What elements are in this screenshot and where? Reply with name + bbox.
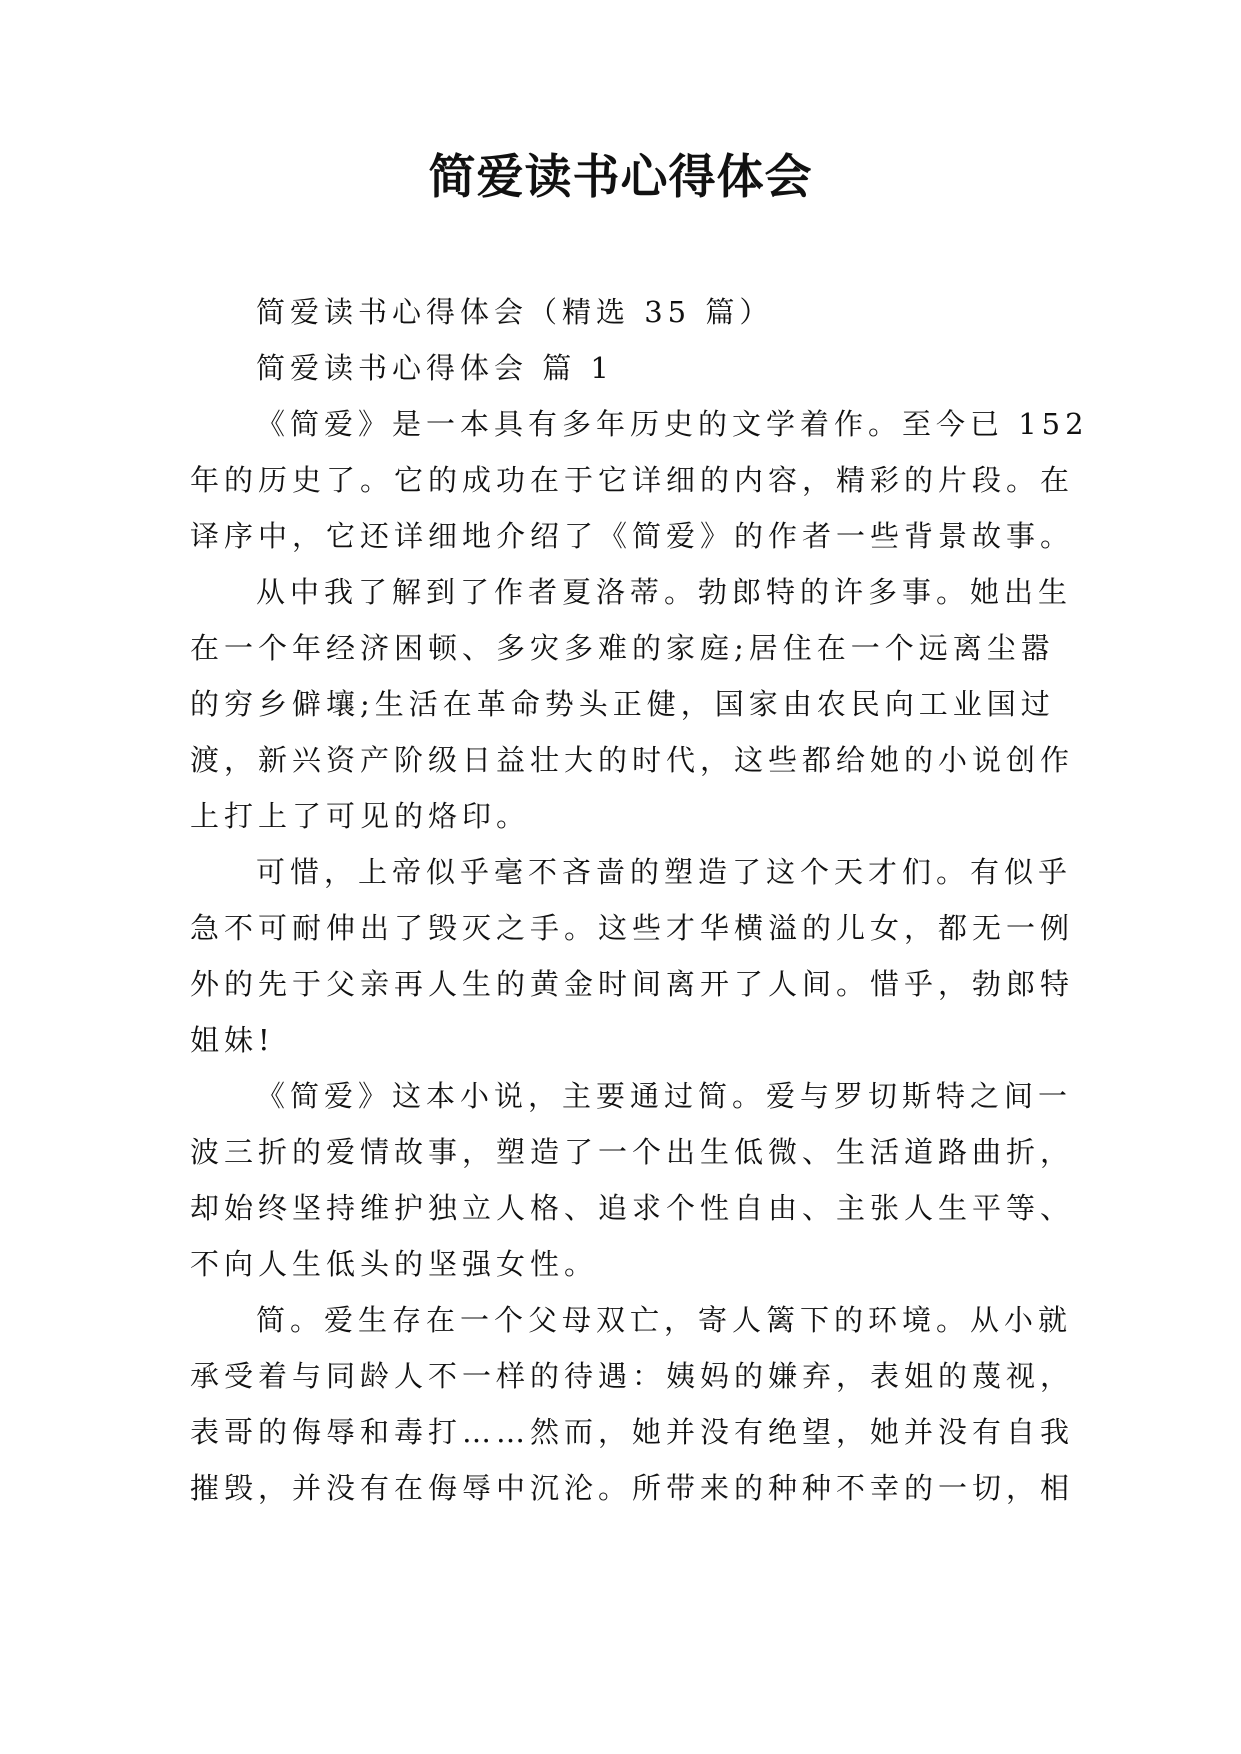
document-subtitle: 简爱读书心得体会（精选 35 篇）: [256, 295, 774, 329]
paragraph-line: 姐妹!: [190, 1023, 275, 1057]
paragraph: [190, 1068, 1075, 1292]
paragraph-line: 的穷乡僻壤;生活在革命势头正健，国家由农民向工业国过: [190, 687, 1055, 721]
paragraph-line: 《简爱》是一本具有多年历史的文学着作。至今已 152: [256, 407, 1089, 441]
document-body: [190, 284, 1089, 1516]
paragraph-line: 简。爱生存在一个父母双亡，寄人篱下的环境。从小就: [256, 1303, 1073, 1337]
paragraph-line: 不向人生低头的坚强女性。: [190, 1247, 599, 1281]
paragraph-line: 却始终坚持维护独立人格、追求个性自由、主张人生平等、: [190, 1191, 1075, 1225]
paragraph-line: 从中我了解到了作者夏洛蒂。勃郎特的许多事。她出生: [256, 575, 1073, 609]
paragraph-line: 年的历史了。它的成功在于它详细的内容，精彩的片段。在: [190, 463, 1075, 497]
paragraph-line: 表哥的侮辱和毒打……然而，她并没有绝望，她并没有自我: [190, 1415, 1075, 1449]
paragraph-line: 译序中，它还详细地介绍了《简爱》的作者一些背景故事。: [190, 519, 1075, 553]
paragraph-line: 上打上了可见的烙印。: [190, 799, 531, 833]
paragraph-line: 承受着与同龄人不一样的待遇：姨妈的嫌弃，表姐的蔑视，: [190, 1359, 1075, 1393]
paragraph: [190, 1292, 1075, 1516]
paragraph-line: 外的先于父亲再人生的黄金时间离开了人间。惜乎，勃郎特: [190, 967, 1075, 1001]
paragraph: [190, 844, 1075, 1068]
paragraph: [190, 396, 1089, 564]
paragraph-line: 摧毁，并没有在侮辱中沉沦。所带来的种种不幸的一切，相: [190, 1471, 1075, 1505]
paragraph-line: 《简爱》这本小说，主要通过简。爱与罗切斯特之间一: [256, 1079, 1073, 1113]
document-title: 简爱读书心得体会: [428, 150, 813, 205]
paragraph-line: 急不可耐伸出了毁灭之手。这些才华横溢的儿女，都无一例: [190, 911, 1075, 945]
paragraph: [190, 564, 1075, 844]
paragraph-line: 在一个年经济困顿、多灾多难的家庭;居住在一个远离尘嚣: [190, 631, 1055, 665]
section-heading: 简爱读书心得体会 篇 1: [256, 351, 614, 385]
paragraph-line: 渡，新兴资产阶级日益壮大的时代，这些都给她的小说创作: [190, 743, 1075, 777]
paragraph-line: 可惜，上帝似乎毫不吝啬的塑造了这个天才们。有似乎: [256, 855, 1073, 889]
paragraph-line: 波三折的爱情故事，塑造了一个出生低微、生活道路曲折，: [190, 1135, 1075, 1169]
